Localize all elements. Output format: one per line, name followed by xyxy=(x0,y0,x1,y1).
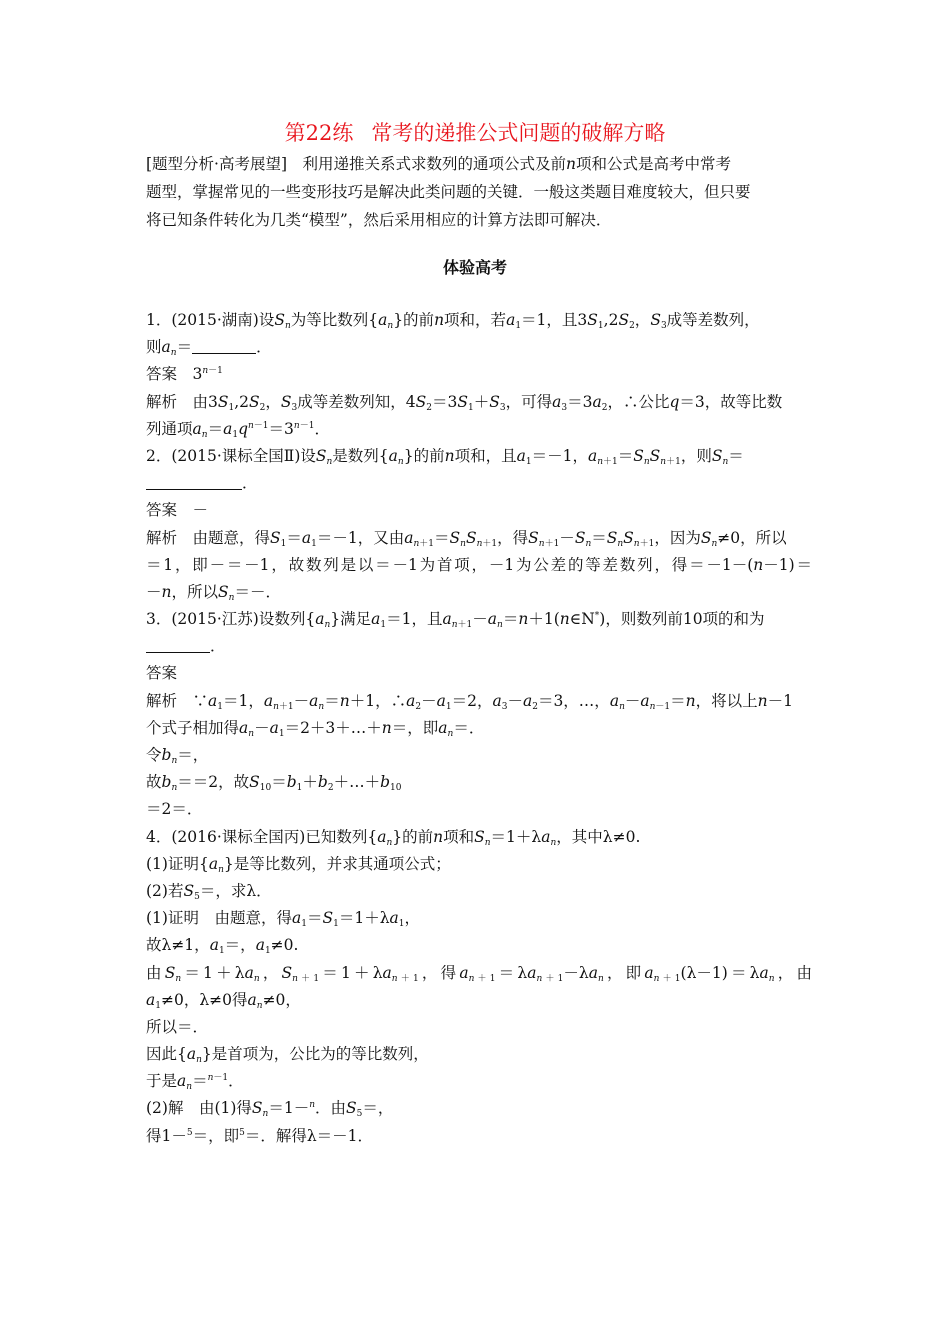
answer-blank xyxy=(146,473,242,490)
intro-line: 将已知条件转化为几类“模型”，然后采用相应的计算方法即可解决． xyxy=(146,211,612,229)
solution-line: ＝2＝． xyxy=(146,800,203,819)
problem-4-part: (1)证明$\{a_n\}$是等比数列，并求其通项公式； xyxy=(146,854,451,875)
solution-line: 解析 由题意，得$S_1=a_1=-1$，又由$a_{n+1}=S_nS_{n+1}$，得$S_{n+1}-S_n=S_nS_{n+1}$，因为$S_n\ne 0$，所以 xyxy=(146,528,787,549)
problem-3-statement: 3．(2015·江苏)设数列$\{a_n\}$满足$a_1=1$，且$a_{n+1}-a_n=n+1(n\in N^*)$，则数列前10项的和为 xyxy=(146,610,765,631)
intro-line: 题型，掌握常见的一些变形技巧是解决此类问题的关键．一般这类题目难度较大，但只要 xyxy=(146,183,751,201)
solution-line: 列通项$a_n=a_1q^{n-1}=3^{n-1}$． xyxy=(146,419,330,440)
solution-line: (2)解 由(1)得$S_n=1-^n$．由$S_5=$， xyxy=(146,1099,394,1120)
answer-line: 答案 $3^{n-1}$ xyxy=(146,365,223,384)
problem-1-statement: 则$a_n=$ ． xyxy=(146,338,272,359)
solution-line: 令$b_n=$， xyxy=(146,746,209,766)
problem-content xyxy=(146,307,812,1150)
solution-line: $a_1\ne 0$，λ≠0得$a_n\ne 0$， xyxy=(146,990,301,1011)
solution-line: 解析 $\because a_1=1$，$a_{n+1}-a_n=n+1$，$\therefore a_2-a_1=2$，$a_3-a_2=3$，…，$a_n-a_{n-1}=n$，将以上n－1 xyxy=(146,691,794,712)
answer-line: 答案 － xyxy=(146,501,209,520)
solution-line: ＝1，即－＝－1，故数列是以＝－1为首项，－1为公差的等差数列，得＝－1－(n－1)＝ xyxy=(146,555,812,574)
problem-1-statement: 1．(2015·湖南)设$S_n$为等比数列$\{a_n\}$的前n项和，若$a_1=1$，且$3S_1,2S_2$，$S_3$成等差数列， xyxy=(146,311,760,331)
solution-line: 所以＝． xyxy=(146,1017,209,1036)
solution-line: 故$b_n==2$，故$S_{10}=b_1+b_2+\dots+b_{10}$ xyxy=(146,773,402,794)
problem-4-statement: 4．(2016·课标全国丙)已知数列$\{a_n\}$的前n项和$S_n=1+\lambda a_n$，其中λ≠0. xyxy=(146,827,641,848)
problem-2-statement: ． xyxy=(146,470,812,497)
page-title: 第22练 常考的递推公式问题的破解方略 xyxy=(284,121,666,145)
solution-line: －n，所以$S_n=-$． xyxy=(146,582,281,603)
solution-line: 故λ≠1，$a_1=$，$a_1\ne 0$. xyxy=(146,936,299,957)
answer-blank xyxy=(192,337,256,354)
problem-2-statement: 2．(2015·课标全国Ⅱ)设$S_n$是数列$\{a_n\}$的前n项和，且$a_1=-1$，$a_{n+1}=S_nS_{n+1}$，则$S_n=$ xyxy=(146,446,744,467)
intro-paragraph xyxy=(146,150,812,234)
answer-blank xyxy=(146,636,210,653)
section-heading: 体验高考 xyxy=(442,258,507,277)
problem-4-part: (2)若$S_5=$，求λ． xyxy=(146,881,272,902)
solution-line: 由$S_n=1+\lambda a_n$，$S_{n+1}=1+\lambda a_{n+1}$，得$a_{n+1}=\lambda a_{n+1}-\lambda a_n$，即$a_{n+1}(\lambda-1)=\lambda a_n$，由 xyxy=(146,963,812,984)
problem-3-statement: ． xyxy=(146,633,812,660)
solution-line: 于是$a_n=^{n-1}$． xyxy=(146,1072,244,1093)
solution-line: 解析 由$3S_1,2S_2$，$S_3$成等差数列知，$4S_2=3S_1+S_3$，可得$a_3=3a_2$，∴公比q＝3，故等比数 xyxy=(146,392,783,413)
intro-line: [题型分析·高考展望] 利用递推关系式求数列的通项公式及前n项和公式是高考中常考 xyxy=(146,155,732,173)
solution-line: 因此$\{a_n\}$是首项为，公比为的等比数列， xyxy=(146,1045,429,1066)
solution-line: (1)证明 由题意，得$a_1=S_1=1+\lambda a_1$， xyxy=(146,909,421,930)
solution-line: 得1－$^5$＝，即$^5$＝．解得λ＝－1． xyxy=(146,1126,374,1145)
solution-line: 个式子相加得$a_n-a_1=2+3+\dots+n=$，即$a_n=$． xyxy=(146,718,485,739)
answer-line: 答案 xyxy=(146,664,178,683)
